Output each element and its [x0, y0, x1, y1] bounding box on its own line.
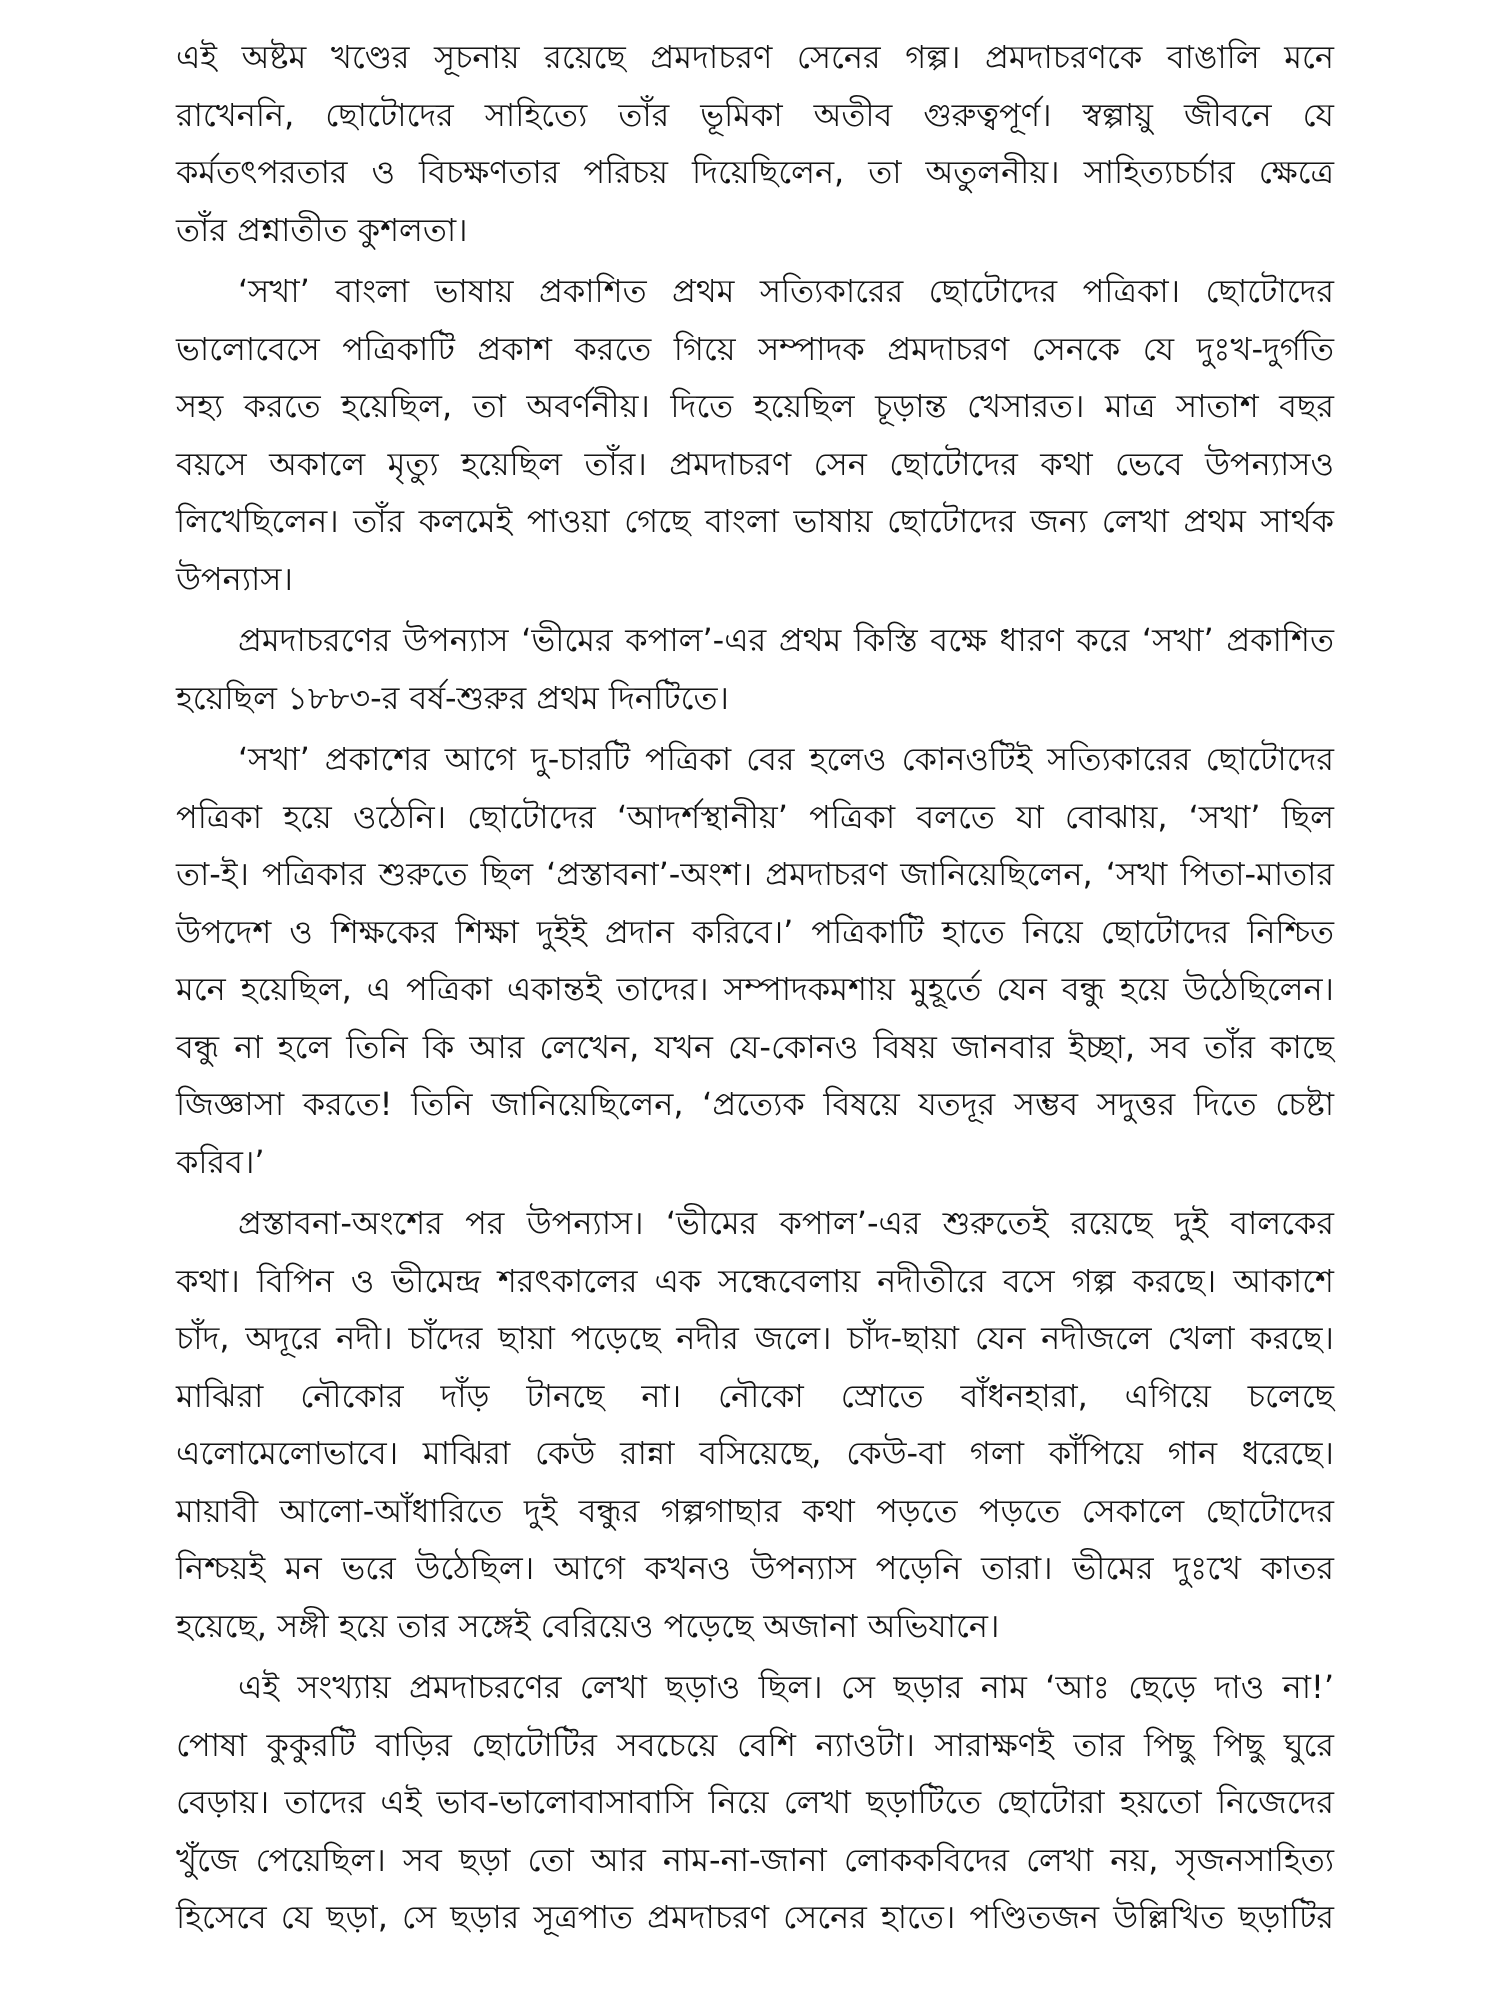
paragraph [176, 612, 1334, 727]
text-line: পত্রিকা হয়ে ওঠেনি। ছোটোদের ‘আদর্শস্থানীয়’ পত্রিকা বলতে যা বোঝায়, ‘সখা’ ছিল [176, 797, 1334, 836]
text-line: ভালোবেসে পত্রিকাটি প্রকাশ করতে গিয়ে সম্পাদক প্রমদাচরণ সেনকে যে দুঃখ-দুর্গতি [176, 329, 1334, 368]
text-line: পোষা কুকুরটি বাড়ির ছোটোটির সবচেয়ে বেশি ন্যাওটা। সারাক্ষণই তার পিছু পিছু ঘুরে [176, 1725, 1334, 1764]
text-line: ‘সখা’ বাংলা ভাষায় প্রকাশিত প্রথম সত্যিকারের ছোটোদের পত্রিকা। ছোটোদের [238, 272, 1334, 310]
text-line: ‘সখা’ প্রকাশের আগে দু-চারটি পত্রিকা বের হলেও কোনওটিই সত্যিকারের ছোটোদের [238, 740, 1334, 778]
text-line: জিজ্ঞাসা করতে! তিনি জানিয়েছিলেন, ‘প্রত্যেক বিষয়ে যতদূর সম্ভব সদুত্তর দিতে চেষ্টা [176, 1085, 1334, 1123]
text-line: মাঝিরা নৌকোর দাঁড় টানছে না। নৌকো স্রোতে বাঁধনহারা, এগিয়ে চলেছে [176, 1376, 1334, 1415]
body-text [176, 29, 1334, 1947]
text-line: লিখেছিলেন। তাঁর কলমেই পাওয়া গেছে বাংলা ভাষায় ছোটোদের জন্য লেখা প্রথম সার্থক [176, 502, 1334, 540]
text-line: বেড়ায়। তাদের এই ভাব-ভালোবাসাবাসি নিয়ে লেখা ছড়াটিতে ছোটোরা হয়তো নিজেদের [176, 1783, 1334, 1821]
text-line: তাঁর প্রশ্নাতীত কুশলতা। [176, 210, 468, 249]
text-line: রাখেননি, ছোটোদের সাহিত্যে তাঁর ভূমিকা অতীব গুরুত্বপূর্ণ। স্বল্পায়ু জীবনে যে [176, 95, 1334, 134]
text-line: তা-ই। পত্রিকার শুরুতে ছিল ‘প্রস্তাবনা’-অংশ। প্রমদাচরণ জানিয়েছিলেন, ‘সখা পিতা-মাতার [176, 855, 1334, 893]
paragraph [176, 263, 1334, 608]
text-line: এলোমেলোভাবে। মাঝিরা কেউ রান্না বসিয়েছে, কেউ-বা গলা কাঁপিয়ে গান ধরেছে। [176, 1434, 1334, 1472]
text-line: প্রমদাচরণের উপন্যাস ‘ভীমের কপাল’-এর প্রথম কিস্তি বক্ষে ধারণ করে ‘সখা’ প্রকাশিত [238, 621, 1334, 659]
text-line: হয়েছিল ১৮৮৩-র বর্ষ-শুরুর প্রথম দিনটিতে। [176, 678, 729, 717]
text-line: বয়সে অকালে মৃত্যু হয়েছিল তাঁর। প্রমদাচরণ সেন ছোটোদের কথা ভেবে উপন্যাসও [176, 444, 1334, 483]
paragraph [176, 1659, 1334, 1947]
text-line: এই সংখ্যায় প্রমদাচরণের লেখা ছড়াও ছিল। সে ছড়ার নাম ‘আঃ ছেড়ে দাও না!’ [238, 1668, 1334, 1706]
text-line: নিশ্চয়ই মন ভরে উঠেছিল। আগে কখনও উপন্যাস পড়েনি তারা। ভীমের দুঃখে কাতর [176, 1549, 1334, 1587]
text-line: এই অষ্টম খণ্ডের সূচনায় রয়েছে প্রমদাচরণ সেনের গল্প। প্রমদাচরণকে বাঙালি মনে [176, 38, 1334, 76]
text-line: মনে হয়েছিল, এ পত্রিকা একান্তই তাদের। সম্পাদকমশায় মুহূর্তে যেন বন্ধু হয়ে উঠেছিলেন। [176, 970, 1334, 1008]
text-line: খুঁজে পেয়েছিল। সব ছড়া তো আর নাম-না-জানা লোককবিদের লেখা নয়, সৃজনসাহিত্য [176, 1840, 1334, 1879]
text-line: করিব।’ [176, 1142, 265, 1181]
text-line: বন্ধু না হলে তিনি কি আর লেখেন, যখন যে-কোনও বিষয় জানবার ইচ্ছা, সব তাঁর কাছে [176, 1027, 1334, 1066]
paragraph [176, 731, 1334, 1191]
paragraph [176, 1195, 1334, 1655]
text-line: সহ্য করতে হয়েছিল, তা অবর্ণনীয়। দিতে হয়েছিল চূড়ান্ত খেসারত। মাত্র সাতাশ বছর [176, 387, 1334, 425]
text-line: মায়াবী আলো-আঁধারিতে দুই বন্ধুর গল্পগাছার কথা পড়তে পড়তে সেকালে ছোটোদের [176, 1491, 1334, 1530]
text-line: কথা। বিপিন ও ভীমেন্দ্র শরৎকালের এক সন্ধেবেলায় নদীতীরে বসে গল্প করছে। আকাশে [176, 1261, 1334, 1300]
text-line: হয়েছে, সঙ্গী হয়ে তার সঙ্গেই বেরিয়েও পড়েছে অজানা অভিযানে। [176, 1606, 1000, 1645]
text-line: কর্মতৎপরতার ও বিচক্ষণতার পরিচয় দিয়েছিলেন, তা অতুলনীয়। সাহিত্যচর্চার ক্ষেত্রে [176, 153, 1334, 191]
text-line: হিসেবে যে ছড়া, সে ছড়ার সূত্রপাত প্রমদাচরণ সেনের হাতে। পণ্ডিতজন উল্লিখিত ছড়াটির [176, 1898, 1334, 1936]
paragraph [176, 29, 1334, 259]
text-line: প্রস্তাবনা-অংশের পর উপন্যাস। ‘ভীমের কপাল’-এর শুরুতেই রয়েছে দুই বালকের [238, 1204, 1334, 1242]
text-line: চাঁদ, অদূরে নদী। চাঁদের ছায়া পড়েছে নদীর জলে। চাঁদ-ছায়া যেন নদীজলে খেলা করছে। [176, 1319, 1334, 1357]
text-line: উপন্যাস। [176, 559, 293, 598]
text-line: উপদেশ ও শিক্ষকের শিক্ষা দুইই প্রদান করিবে।’ পত্রিকাটি হাতে নিয়ে ছোটোদের নিশ্চিত [176, 912, 1334, 951]
